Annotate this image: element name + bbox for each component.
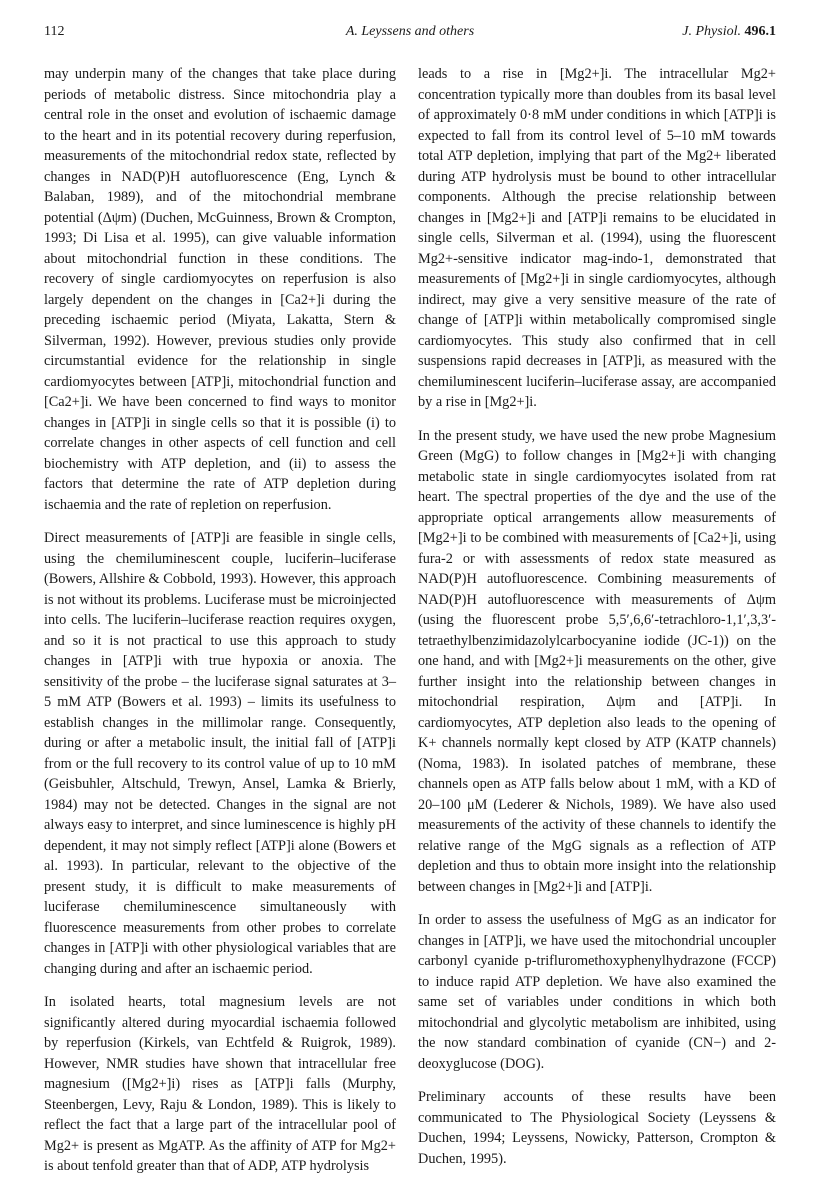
journal-volume: 496.1 — [744, 24, 776, 39]
paragraph: leads to a rise in [Mg2+]i. The intracellular Mg2+ concentration typically more than doubles from its basal level of approximately 0·8 mM under conditions in which [ATP]i is expected to fall from its control level of 5–10 mM towards total ATP depletion, implying that part of the Mg2+ liberated during ATP hydrolysis must be bound to other intracellular components. Although the precise relationship between changes in [Mg2+]i and [ATP]i remains to be elucidated in single cells, Silverman et al. (1994), using the fluorescent Mg2+-sensitive indicator mag-indo-1, demonstrated that measurements of [Mg2+]i in single cardiomyocytes, although indirect, may give a very sensitive measure of the rate of change of [ATP]i within metabolically compromised single cardiomyocytes. This study also confirmed that in cell suspensions rapid decreases in [ATP]i, as measured with the chemiluminescent luciferin–luciferase assay, are accompanied by a rise in [Mg2+]i. — [418, 66, 776, 410]
page-header — [44, 24, 776, 46]
paragraph: may underpin many of the changes that take place during periods of metabolic distress. Since mitochondria play a central role in the onset and evolution of ischaemic damage to the heart and in its potential recovery during reperfusion, measurements of the mitochondrial redox state, reflected by changes in NAD(P)H autofluorescence (Eng, Lynch & Balaban, 1989), and of the mitochondrial membrane potential (Δψm) (Duchen, McGuinness, Brown & Crompton, 1993; Di Lisa et al. 1995), can give valuable information about mitochondrial function in these conditions. The recovery of single cardiomyocytes on reperfusion is also largely dependent on the changes in [Ca2+]i during the preceding ischaemic period (Miyata, Lakatta, Stern & Silverman, 1992). However, previous studies only provide circumstantial evidence for the relationship in single cardiomyocytes between [ATP]i, mitochondrial function and [Ca2+]i. We have been concerned to find ways to monitor changes in [ATP]i in single cells so that it is possible (i) to correlate changes in other aspects of cell function and cell biochemistry with ATP depletion, and (ii) to assess the factors that determine the rate of ATP depletion during ischaemia and the rate of repletion on reperfusion. — [44, 66, 396, 513]
paragraph: Direct measurements of [ATP]i are feasible in single cells, using the chemiluminescent couple, luciferin–luciferase (Bowers, Allshire & Cobbold, 1993). However, this approach is not without its problems. Luciferase must be microinjected into cells. The luciferin–luciferase reaction requires oxygen, and so it is not practical to use this approach to study changes in [ATP]i with true hypoxia or anoxia. The sensitivity of the probe – the luciferase signal saturates at 3–5 mM ATP (Bowers et al. 1993) – limits its usefulness to establish changes in the millimolar range. Consequently, during or after a metabolic insult, the initial fall of [ATP]i from or the full recovery to its control value of up to 10 mM (Geisbuhler, Altschuld, Trewyn, Ansel, Lamka & Brierly, 1984) may not be detected. Changes in the signal are not always easy to interpret, and since luminescence is highly pH dependent, it may not simply reflect [ATP]i alone (Bowers et al. 1993). In particular, relevant to the objective of the present study, it is difficult to make measurements of luciferase chemiluminescence simultaneously with fluorescence measurements from other probes to correlate changes in [ATP]i with other physiological variables that are changing during and after an ischaemic period. — [44, 530, 396, 977]
paragraph: In order to assess the usefulness of MgG as an indicator for changes in [ATP]i, we have used the mitochondrial uncoupler carbonyl cyanide p-trifluromethoxyphenylhydrazone (FCCP) to induce rapid ATP depletion. We have also examined the same set of variables under conditions in which both mitochondrial and glycolytic metabolism are inhibited, using the now standard combination of cyanide (CN−) and 2-deoxyglucose (DOG). — [418, 912, 776, 1072]
journal-reference — [682, 24, 776, 40]
journal-name: J. Physiol. — [682, 24, 741, 39]
paragraph: Preliminary accounts of these results have been communicated to The Physiological Society (Leyssens & Duchen, 1994; Leyssens, Nowicky, Patterson, Crompton & Duchen, 1995). — [418, 1089, 776, 1167]
running-title: A. Leyssens and others — [345, 24, 475, 39]
paragraph: In isolated hearts, total magnesium levels are not significantly altered during myocardial ischaemia followed by reperfusion (Kirkels, van Echtfeld & Ruigrok, 1989). However, NMR studies have shown that intracellular free magnesium ([Mg2+]i) rises as [ATP]i falls (Murphy, Steenbergen, Levy, Raju & London, 1989). This is likely to reflect the fact that a large part of the intracellular pool of Mg2+ is present as MgATP. As the affinity of ATP for Mg2+ is about tenfold greater than that of ADP, ATP hydrolysis — [44, 994, 396, 1174]
left-column — [44, 64, 396, 1190]
right-column — [418, 64, 776, 1182]
paragraph: In the present study, we have used the new probe Magnesium Green (MgG) to follow changes in [Mg2+]i with changing metabolic state in single cardiomyocytes isolated from rat heart. The spectral properties of the dye and the use of the appropriate optical arrangements allow measurements of [Mg2+]i to be combined with measurements of [Ca2+]i, using fura-2 or with assessments of redox state measured as NAD(P)H autofluorescence. Combining measurements of NAD(P)H autofluorescence with measurements of Δψm (using the fluorescent probe 5,5′,6,6′-tetrachloro-1,1′,3,3′-tetraethylbenzimidazolylcarbocyanine iodide (JC-1)) on the one hand, and with [Mg2+]i measurements on the other, give further insight into the relationship between changes in mitochondrial respiration, Δψm and [ATP]i. In cardiomyocytes, ATP depletion also leads to the opening of K+ channels normally kept closed by ATP (KATP channels) (Noma, 1983). In isolated patches of membrane, these channels open as ATP falls below about 1 mM, with a KD of 20–100 μM (Lederer & Nichols, 1989). We have also used measurements of the activity of these channels to identify the relative range of the MgG signals as a reflection of ATP depletion and thus to obtain more insight into the relationship between changes in [Mg2+]i and [ATP]i. — [418, 427, 776, 895]
page-number: 112 — [44, 24, 65, 39]
